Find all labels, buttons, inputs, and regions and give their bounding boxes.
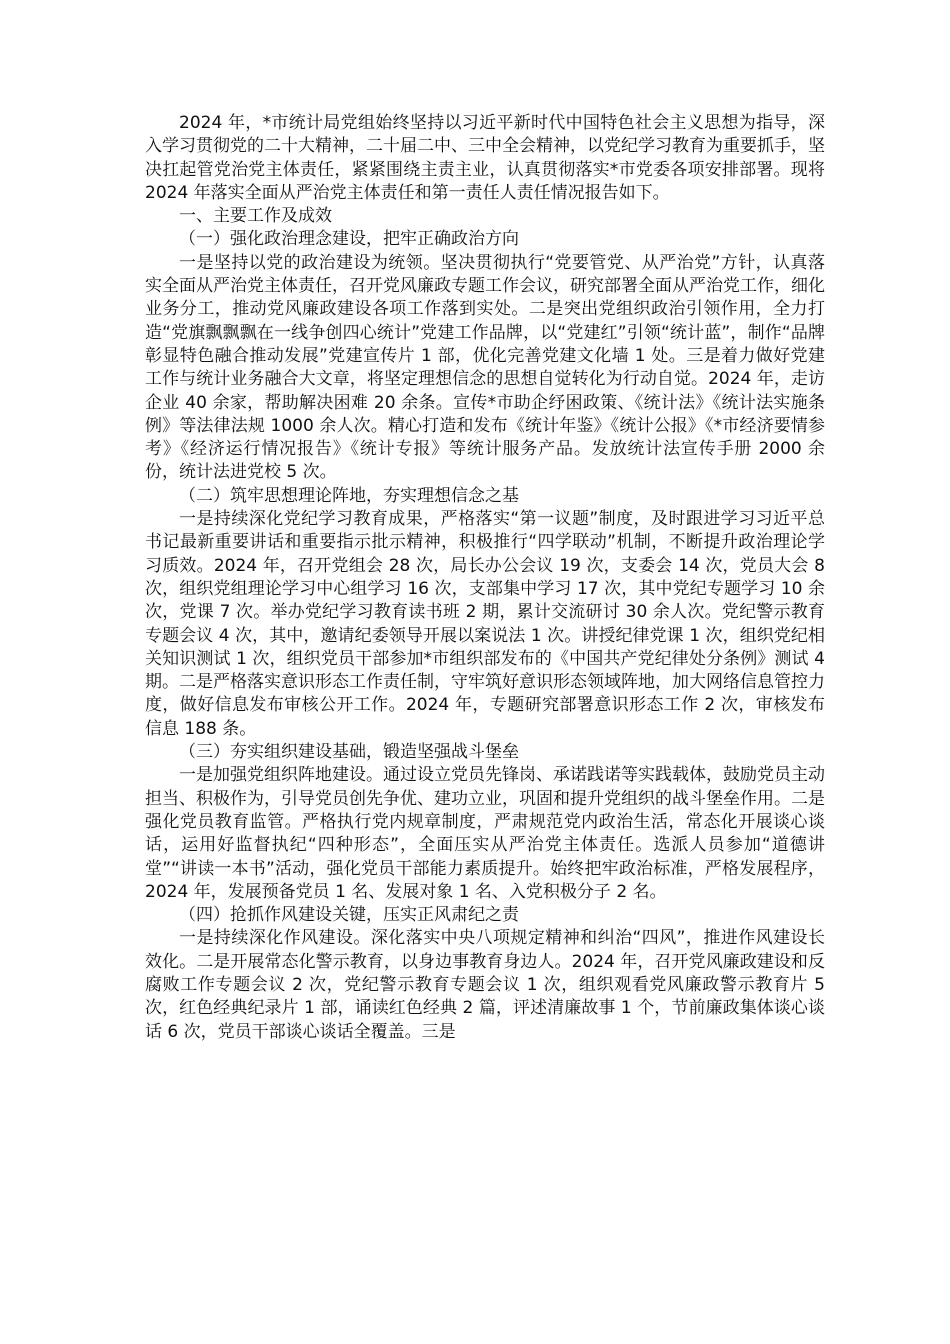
- subheading-ideological-theory: （二）筑牢思想理论阵地，夯实理想信念之基: [179, 485, 519, 506]
- body-paragraph-political-building: 一是坚持以党的政治建设为统领。坚决贯彻执行“党要管党、从严治党”方针，认真落实全面从严治党主体责任，召开党风廉政专题工作会议，研究部署全面从严治党工作，细化业务分工，推动党风廉政建设各项工作落到实处。二是突出党组织政治引领作用，全力打造“党旗飘飘飘在一线争创四心统计”党建工作品牌，以“党建红”引领“统计蓝”，制作“品牌彰显特色融合推动发展”党建宣传片 1 部，优化完善党建文化墙 1 处。三是着力做好党建工作与统计业务融合大文章，将坚定理想信念的思想自觉转化为行动自觉。2024 年，走访企业 40 余家，帮助解决困难 20 余条。宣传*市助企纾困政策、《统计法》《统计法实施条例》等法律法规 1000 余人次。精心打造和发布《统计年鉴》《统计公报》《*市经济要情参考》《经济运行情况报告》《统计专报》等统计服务产品。发放统计法宣传手册 2000 余份，统计法进党校 5 次。: [145, 252, 825, 483]
- body-paragraph-work-style: 一是持续深化作风建设。深化落实中央八项规定精神和纠治“四风”，推进作风建设长效化。二是开展常态化警示教育，以身边事教育身边人。2024 年，召开党风廉政建设和反腐败工作专题会议 2 次，党纪警示教育专题会议 1 次，组织观看党风廉政警示教育片 5 次，红色经典纪录片 1 部，诵读红色经典 2 篇，评述清廉故事 1 个，节前廉政集体谈心谈话 6 次，党员干部谈心谈话全覆盖。三是: [145, 928, 825, 1042]
- subheading-political-building: （一）强化政治理念建设，把牢正确政治方向: [179, 229, 519, 250]
- body-paragraph-organization-building: 一是加强党组织阵地建设。通过设立党员先锋岗、承诺践诺等实践载体，鼓励党员主动担当、积极作为，引导党员创先争优、建功立业，巩固和提升党组织的战斗堡垒作用。二是强化党员教育监管。严格执行党内规章制度，严肃规范党内政治生活，常态化开展谈心谈话，运用好监督执纪“四种形态”，全面压实从严治党主体责任。选派人员参加“道德讲堂”“讲读一本书”活动，强化党员干部能力素质提升。始终把牢政治标准，严格发展程序，2024 年，发展预备党员 1 名、发展对象 1 名、入党积极分子 2 名。: [145, 765, 825, 902]
- section-heading-main-work: 一、主要工作及成效: [179, 206, 332, 227]
- intro-paragraph: 2024 年，*市统计局党组始终坚持以习近平新时代中国特色社会主义思想为指导，深入学习贯彻党的二十大精神，二十届二中、三中全会精神，以党纪学习教育为重要抓手，坚决扛起管党治党主体责任，紧紧围绕主责主业，认真贯彻落实*市党委各项安排部署。现将 2024 年落实全面从严治党主体责任和第一责任人责任情况报告如下。: [145, 113, 825, 203]
- report-body: [145, 112, 825, 1044]
- subheading-organization-building: （三）夯实组织建设基础，锻造坚强战斗堡垒: [179, 742, 519, 763]
- body-paragraph-ideological-theory: 一是持续深化党纪学习教育成果，严格落实“第一议题”制度，及时跟进学习习近平总书记最新重要讲话和重要指示批示精神，积极推行“四学联动”机制，不断提升政治理论学习质效。2024 年，召开党组会 28 次，局长办公会议 19 次，支委会 14 次，党员大会 8 次，组织党组理论学习中心组学习 16 次，支部集中学习 17 次，其中党纪专题学习 10 余次，党课 7 次。举办党纪学习教育读书班 2 期，累计交流研讨 30 余人次。党纪警示教育专题会议 4 次，其中，邀请纪委领导开展以案说法 1 次。讲授纪律党课 1 次，组织党纪相关知识测试 1 次，组织党员干部参加*市组织部发布的《中国共产党纪律处分条例》测试 4 期。二是严格落实意识形态工作责任制，守牢筑好意识形态领域阵地，加大网络信息管控力度，做好信息发布审核公开工作。2024 年，专题研究部署意识形态工作 2 次，审核发布信息 188 条。: [145, 509, 825, 739]
- subheading-work-style: （四）抢抓作风建设关键，压实正风肃纪之责: [179, 905, 519, 926]
